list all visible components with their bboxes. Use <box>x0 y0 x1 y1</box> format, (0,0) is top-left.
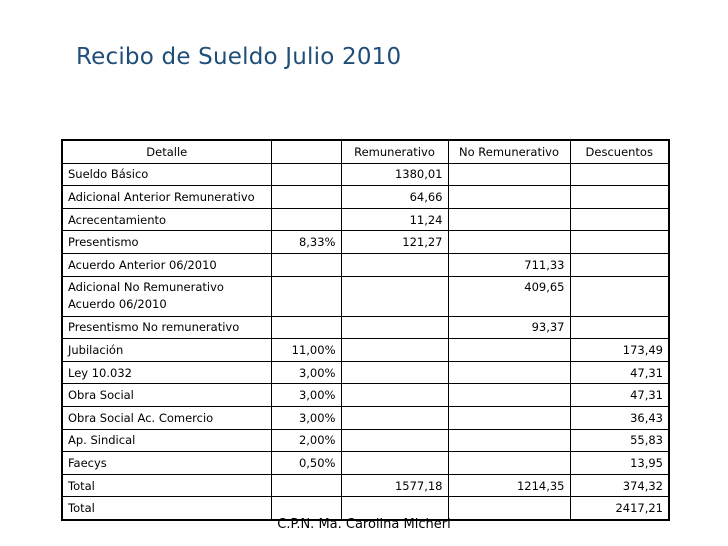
table-row <box>62 452 669 475</box>
row-descuentos <box>570 253 669 276</box>
row-remunerativo: 64,66 <box>341 186 448 209</box>
row-remunerativo <box>341 406 448 429</box>
row-remunerativo: 1577,18 <box>341 474 448 497</box>
salary-receipt-table <box>61 139 670 521</box>
table-row <box>62 208 669 231</box>
row-descuentos: 47,31 <box>570 361 669 384</box>
row-detail: Obra Social <box>62 384 271 407</box>
row-remunerativo <box>341 339 448 362</box>
row-descuentos: 2417,21 <box>570 497 669 520</box>
row-descuentos <box>570 208 669 231</box>
row-descuentos <box>570 276 669 316</box>
row-no-remunerativo: 711,33 <box>448 253 570 276</box>
row-no-remunerativo: 1214,35 <box>448 474 570 497</box>
table-row <box>62 339 669 362</box>
row-detail: Presentismo No remunerativo <box>62 316 271 339</box>
table-row <box>62 384 669 407</box>
row-percentage: 11,00% <box>271 339 341 362</box>
row-percentage <box>271 474 341 497</box>
row-no-remunerativo <box>448 361 570 384</box>
row-no-remunerativo <box>448 406 570 429</box>
row-descuentos <box>570 231 669 254</box>
row-detail: Acuerdo Anterior 06/2010 <box>62 253 271 276</box>
page-title: Recibo de Sueldo Julio 2010 <box>76 44 402 70</box>
row-descuentos: 36,43 <box>570 406 669 429</box>
row-no-remunerativo <box>448 339 570 362</box>
row-percentage <box>271 208 341 231</box>
row-remunerativo <box>341 253 448 276</box>
row-remunerativo: 1380,01 <box>341 163 448 186</box>
row-no-remunerativo <box>448 186 570 209</box>
header-no-remunerativo: No Remunerativo <box>448 140 570 163</box>
row-detail: Ap. Sindical <box>62 429 271 452</box>
totals-row <box>62 474 669 497</box>
table-row <box>62 406 669 429</box>
row-detail: Acrecentamiento <box>62 208 271 231</box>
row-detail: Total <box>62 497 271 520</box>
header-detalle: Detalle <box>62 140 271 163</box>
row-detail: Adicional Anterior Remunerativo <box>62 186 271 209</box>
row-percentage <box>271 253 341 276</box>
table-row <box>62 361 669 384</box>
row-percentage <box>271 276 341 316</box>
row-descuentos: 13,95 <box>570 452 669 475</box>
row-no-remunerativo: 93,37 <box>448 316 570 339</box>
table-row <box>62 186 669 209</box>
row-no-remunerativo <box>448 208 570 231</box>
row-descuentos <box>570 186 669 209</box>
header-remunerativo: Remunerativo <box>341 140 448 163</box>
author-footer: C.P.N. Ma. Carolina Micheri <box>277 517 451 532</box>
row-no-remunerativo <box>448 452 570 475</box>
row-detail: Obra Social Ac. Comercio <box>62 406 271 429</box>
row-remunerativo <box>341 452 448 475</box>
row-no-remunerativo <box>448 231 570 254</box>
row-descuentos <box>570 316 669 339</box>
row-percentage: 3,00% <box>271 361 341 384</box>
row-remunerativo: 121,27 <box>341 231 448 254</box>
row-detail: Total <box>62 474 271 497</box>
row-remunerativo: 11,24 <box>341 208 448 231</box>
row-descuentos: 55,83 <box>570 429 669 452</box>
row-detail: Faecys <box>62 452 271 475</box>
row-percentage: 3,00% <box>271 406 341 429</box>
table-header-row <box>62 140 669 163</box>
table-row <box>62 231 669 254</box>
table-row <box>62 163 669 186</box>
row-remunerativo <box>341 276 448 316</box>
row-detail: Adicional No Remunerativo Acuerdo 06/2010 <box>62 276 271 316</box>
row-descuentos: 47,31 <box>570 384 669 407</box>
row-remunerativo <box>341 316 448 339</box>
row-no-remunerativo <box>448 429 570 452</box>
row-descuentos: 173,49 <box>570 339 669 362</box>
row-detail: Sueldo Básico <box>62 163 271 186</box>
row-percentage: 0,50% <box>271 452 341 475</box>
row-percentage: 8,33% <box>271 231 341 254</box>
table-row <box>62 276 669 316</box>
row-detail: Jubilación <box>62 339 271 362</box>
table-row <box>62 429 669 452</box>
row-percentage <box>271 163 341 186</box>
row-no-remunerativo <box>448 384 570 407</box>
header-descuentos: Descuentos <box>570 140 669 163</box>
row-percentage <box>271 316 341 339</box>
row-remunerativo <box>341 384 448 407</box>
row-percentage <box>271 186 341 209</box>
row-remunerativo <box>341 429 448 452</box>
header-percentage <box>271 140 341 163</box>
row-detail: Ley 10.032 <box>62 361 271 384</box>
row-no-remunerativo <box>448 163 570 186</box>
row-percentage: 3,00% <box>271 384 341 407</box>
row-percentage: 2,00% <box>271 429 341 452</box>
row-detail: Presentismo <box>62 231 271 254</box>
table-row <box>62 316 669 339</box>
row-descuentos: 374,32 <box>570 474 669 497</box>
row-remunerativo <box>341 361 448 384</box>
row-no-remunerativo: 409,65 <box>448 276 570 316</box>
table-row <box>62 253 669 276</box>
row-descuentos <box>570 163 669 186</box>
